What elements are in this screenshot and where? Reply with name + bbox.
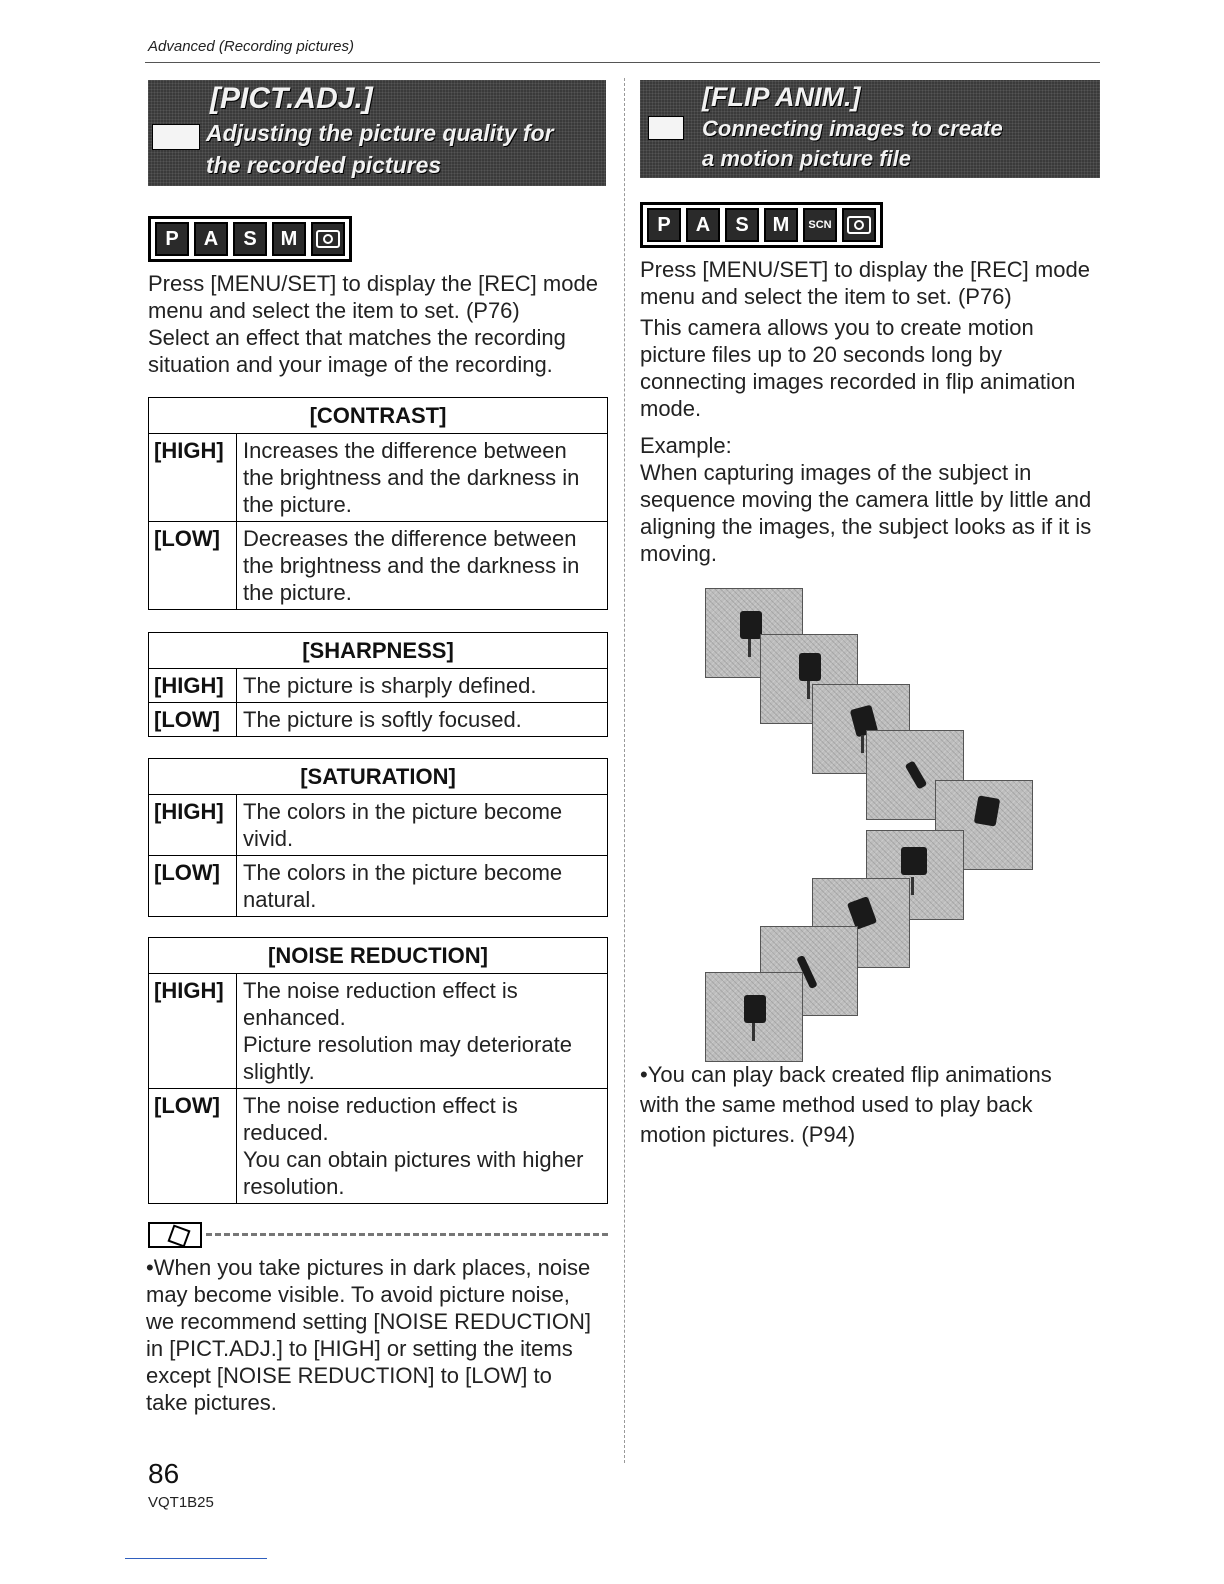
note-header bbox=[148, 1222, 608, 1246]
table-key: [HIGH] bbox=[149, 434, 237, 522]
table-key: [LOW] bbox=[149, 703, 237, 737]
example-text: When capturing images of the subject in sequence moving the camera little by little and aligning the images, the subject looks as if it is moving. bbox=[640, 460, 1092, 566]
table-title: [CONTRAST] bbox=[149, 398, 608, 434]
table-title: [SATURATION] bbox=[149, 759, 608, 795]
note-text: When you take pictures in dark places, noise may become visible. To avoid picture noise, we recommend setting [NOISE REDUCTION] in [PICT.ADJ.] to [HIGH] or setting the items except [NOISE REDUCTION] to [LOW] to take pictures. bbox=[146, 1255, 592, 1415]
left-intro bbox=[148, 270, 608, 378]
bullet-dot-icon: • bbox=[640, 1062, 648, 1087]
mode-p-icon: P bbox=[155, 222, 189, 256]
sharpness-table bbox=[148, 632, 608, 737]
mode-icons-left bbox=[148, 216, 352, 262]
table-key: [HIGH] bbox=[149, 669, 237, 703]
column-divider bbox=[624, 78, 625, 1463]
banner-title: [FLIP ANIM.] bbox=[702, 82, 861, 112]
table-value-line: You can obtain pictures with higher resolution. bbox=[243, 1147, 584, 1199]
mode-m-icon: M bbox=[764, 208, 798, 242]
table-key: [HIGH] bbox=[149, 795, 237, 856]
flip-bullet bbox=[640, 1060, 1095, 1150]
mode-p-icon: P bbox=[647, 208, 681, 242]
scene-mode-icon: SCN bbox=[803, 208, 837, 242]
setup-wrench-icon bbox=[152, 124, 200, 150]
table-value-line: The noise reduction effect is reduced. bbox=[243, 1093, 518, 1145]
banner-subtitle-line2: the recorded pictures bbox=[206, 152, 442, 178]
note-memo-icon bbox=[148, 1222, 202, 1248]
banner-subtitle-line1: Adjusting the picture quality for bbox=[206, 120, 554, 146]
right-description: This camera allows you to create motion picture files up to 20 seconds long by connecting images recorded in flip animation mode. bbox=[640, 315, 1076, 421]
table-key: [LOW] bbox=[149, 522, 237, 610]
table-value: The picture is sharply defined. bbox=[237, 669, 608, 703]
banner-title: [PICT.ADJ.] bbox=[210, 82, 373, 115]
table-value: The picture is softly focused. bbox=[237, 703, 608, 737]
note-bullet bbox=[146, 1254, 596, 1416]
table-value: The colors in the picture become vivid. bbox=[237, 795, 608, 856]
flip-animation-icon bbox=[648, 116, 684, 140]
table-row bbox=[149, 795, 608, 856]
table-value-line: Picture resolution may deteriorate slightly. bbox=[243, 1032, 572, 1084]
banner-subtitle-line2: a motion picture file bbox=[702, 146, 912, 171]
mode-m-icon: M bbox=[272, 222, 306, 256]
table-value bbox=[237, 1089, 608, 1204]
table-key: [HIGH] bbox=[149, 974, 237, 1089]
table-row bbox=[149, 974, 608, 1089]
camera-mode-icon bbox=[311, 222, 345, 256]
camera-mode-icon bbox=[842, 208, 876, 242]
saturation-table bbox=[148, 758, 608, 917]
mode-icons-right bbox=[640, 202, 883, 248]
page-number: 86 bbox=[148, 1458, 180, 1489]
flip-bullet-text: You can play back created flip animations with the same method used to play back motion pictures. (P94) bbox=[640, 1062, 1052, 1147]
example-label: Example: bbox=[640, 433, 732, 458]
table-title: [NOISE REDUCTION] bbox=[149, 938, 608, 974]
document-code: VQT1B25 bbox=[148, 1494, 214, 1511]
noise-reduction-table bbox=[148, 937, 608, 1204]
table-row bbox=[149, 856, 608, 917]
table-row bbox=[149, 434, 608, 522]
table-value: Decreases the difference between the brightness and the darkness in the picture. bbox=[237, 522, 608, 610]
section-label: Advanced (Recording pictures) bbox=[148, 38, 354, 55]
mode-a-icon: A bbox=[194, 222, 228, 256]
table-row bbox=[149, 1089, 608, 1204]
header-rule bbox=[145, 62, 1100, 63]
left-intro-select: Select an effect that matches the recording situation and your image of the recording. bbox=[148, 325, 566, 377]
table-row bbox=[149, 703, 608, 737]
mode-a-icon: A bbox=[686, 208, 720, 242]
table-key: [LOW] bbox=[149, 1089, 237, 1204]
contrast-table bbox=[148, 397, 608, 610]
footer-line bbox=[125, 1558, 267, 1559]
table-value: The colors in the picture become natural. bbox=[237, 856, 608, 917]
left-intro-press: Press [MENU/SET] to display the [REC] mode menu and select the item to set. (P76) bbox=[148, 271, 598, 323]
right-intro bbox=[640, 256, 1095, 567]
mode-s-icon: S bbox=[233, 222, 267, 256]
flip-anim-banner bbox=[640, 80, 1100, 178]
bullet-dot-icon: • bbox=[146, 1255, 154, 1280]
mode-s-icon: S bbox=[725, 208, 759, 242]
table-row bbox=[149, 522, 608, 610]
table-row bbox=[149, 669, 608, 703]
flip-frame bbox=[705, 972, 803, 1062]
table-value: Increases the difference between the brightness and the darkness in the picture. bbox=[237, 434, 608, 522]
right-intro-press: Press [MENU/SET] to display the [REC] mode menu and select the item to set. (P76) bbox=[640, 257, 1090, 309]
table-value bbox=[237, 974, 608, 1089]
note-divider bbox=[206, 1233, 608, 1236]
banner-subtitle-line1: Connecting images to create bbox=[702, 116, 1003, 141]
table-title: [SHARPNESS] bbox=[149, 633, 608, 669]
table-key: [LOW] bbox=[149, 856, 237, 917]
pict-adj-banner bbox=[148, 80, 606, 186]
table-value-line: The noise reduction effect is enhanced. bbox=[243, 978, 518, 1030]
